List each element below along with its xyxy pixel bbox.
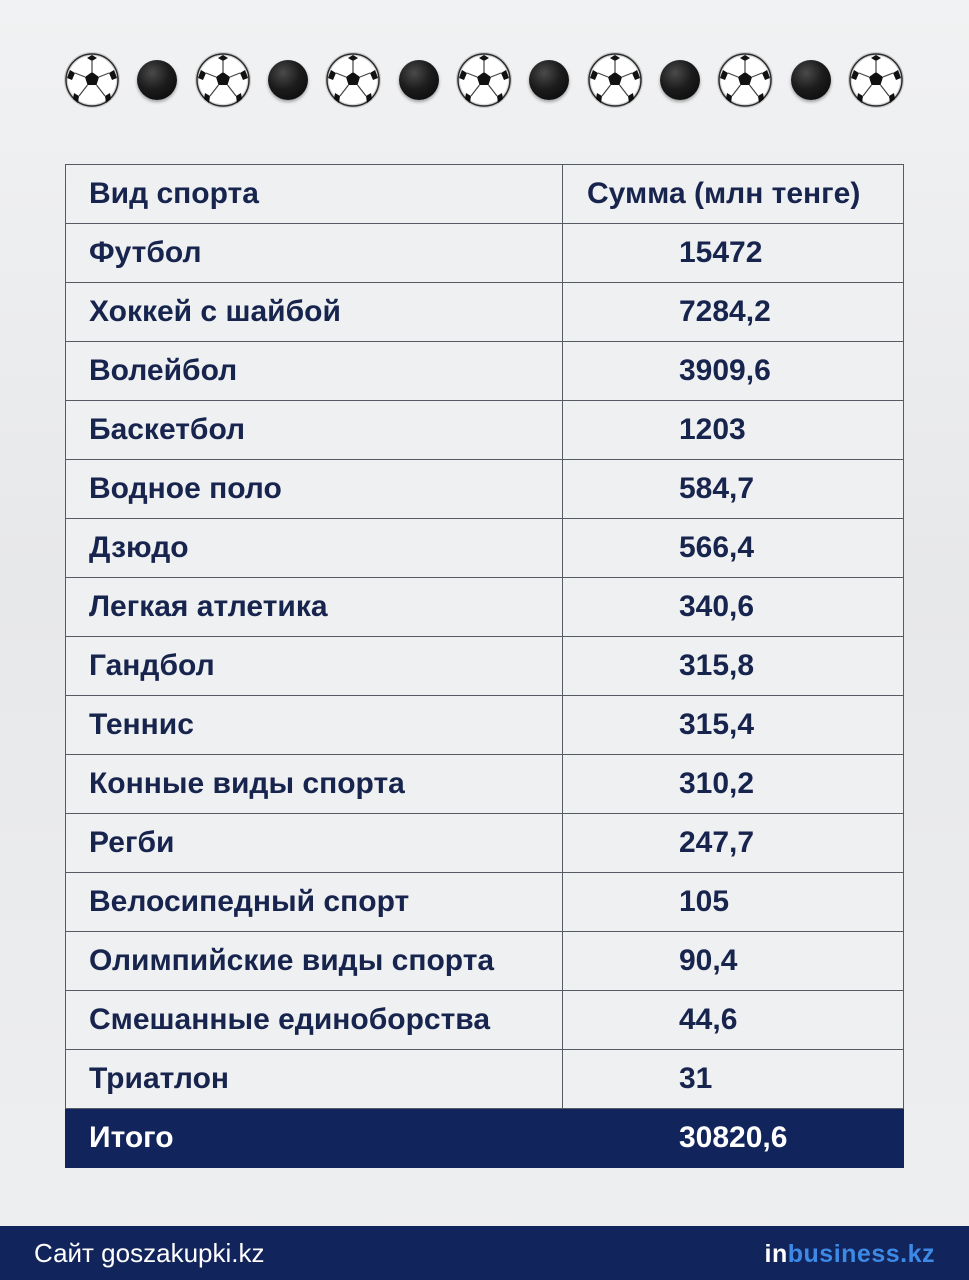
decorative-ball-row bbox=[64, 50, 904, 110]
sum-value-cell: 105 bbox=[563, 873, 904, 932]
soccer-ball-icon bbox=[456, 52, 512, 108]
sport-name-cell: Гандбол bbox=[66, 637, 563, 696]
soccer-ball-icon bbox=[325, 52, 381, 108]
table-row bbox=[66, 932, 904, 991]
sports-spending-table bbox=[65, 164, 904, 1168]
soccer-ball-icon bbox=[717, 52, 773, 108]
sport-name-cell: Легкая атлетика bbox=[66, 578, 563, 637]
sum-value-cell: 1203 bbox=[563, 401, 904, 460]
table-row bbox=[66, 755, 904, 814]
table-header-row bbox=[66, 165, 904, 224]
sum-value-cell: 315,8 bbox=[563, 637, 904, 696]
table-row bbox=[66, 696, 904, 755]
table-row bbox=[66, 401, 904, 460]
table-row bbox=[66, 224, 904, 283]
hockey-puck-icon bbox=[660, 60, 700, 100]
sum-value-cell: 310,2 bbox=[563, 755, 904, 814]
sum-value-cell: 247,7 bbox=[563, 814, 904, 873]
table-row bbox=[66, 991, 904, 1050]
footer-bar bbox=[0, 1226, 969, 1280]
brand-logo-name: business.kz bbox=[787, 1240, 935, 1268]
sport-name-cell: Баскетбол bbox=[66, 401, 563, 460]
soccer-ball-icon bbox=[587, 52, 643, 108]
hockey-puck-icon bbox=[529, 60, 569, 100]
table-row bbox=[66, 637, 904, 696]
soccer-ball-icon bbox=[848, 52, 904, 108]
sport-name-cell: Смешанные единоборства bbox=[66, 991, 563, 1050]
sport-name-cell: Дзюдо bbox=[66, 519, 563, 578]
sum-value-cell: 566,4 bbox=[563, 519, 904, 578]
table-row bbox=[66, 1050, 904, 1109]
sport-name-cell: Волейбол bbox=[66, 342, 563, 401]
table-row bbox=[66, 814, 904, 873]
hockey-puck-icon bbox=[137, 60, 177, 100]
sport-name-cell: Регби bbox=[66, 814, 563, 873]
table-row bbox=[66, 460, 904, 519]
sport-name-cell: Триатлон bbox=[66, 1050, 563, 1109]
hockey-puck-icon bbox=[791, 60, 831, 100]
sport-name-cell: Конные виды спорта bbox=[66, 755, 563, 814]
table-row bbox=[66, 283, 904, 342]
header-sum: Сумма (млн тенге) bbox=[563, 165, 904, 224]
sport-name-cell: Теннис bbox=[66, 696, 563, 755]
table-row bbox=[66, 519, 904, 578]
header-sport: Вид спорта bbox=[66, 165, 563, 224]
source-text: Сайт goszakupki.kz bbox=[34, 1238, 265, 1268]
total-label: Итого bbox=[66, 1109, 563, 1168]
sum-value-cell: 3909,6 bbox=[563, 342, 904, 401]
soccer-ball-icon bbox=[195, 52, 251, 108]
brand-logo-prefix: in bbox=[764, 1240, 788, 1268]
sports-spending-table-container bbox=[65, 164, 903, 1168]
sum-value-cell: 44,6 bbox=[563, 991, 904, 1050]
sport-name-cell: Велосипедный спорт bbox=[66, 873, 563, 932]
table-row bbox=[66, 342, 904, 401]
sum-value-cell: 315,4 bbox=[563, 696, 904, 755]
total-row bbox=[66, 1109, 904, 1168]
sport-name-cell: Футбол bbox=[66, 224, 563, 283]
sum-value-cell: 90,4 bbox=[563, 932, 904, 991]
sum-value-cell: 584,7 bbox=[563, 460, 904, 519]
table-row bbox=[66, 578, 904, 637]
sport-name-cell: Водное поло bbox=[66, 460, 563, 519]
table-body bbox=[66, 224, 904, 1109]
hockey-puck-icon bbox=[399, 60, 439, 100]
total-sum: 30820,6 bbox=[563, 1109, 904, 1168]
sum-value-cell: 340,6 bbox=[563, 578, 904, 637]
soccer-ball-icon bbox=[64, 52, 120, 108]
sport-name-cell: Хоккей с шайбой bbox=[66, 283, 563, 342]
table-row bbox=[66, 873, 904, 932]
hockey-puck-icon bbox=[268, 60, 308, 100]
sum-value-cell: 7284,2 bbox=[563, 283, 904, 342]
brand-logo bbox=[765, 1240, 935, 1269]
sport-name-cell: Олимпийские виды спорта bbox=[66, 932, 563, 991]
sum-value-cell: 31 bbox=[563, 1050, 904, 1109]
sum-value-cell: 15472 bbox=[563, 224, 904, 283]
